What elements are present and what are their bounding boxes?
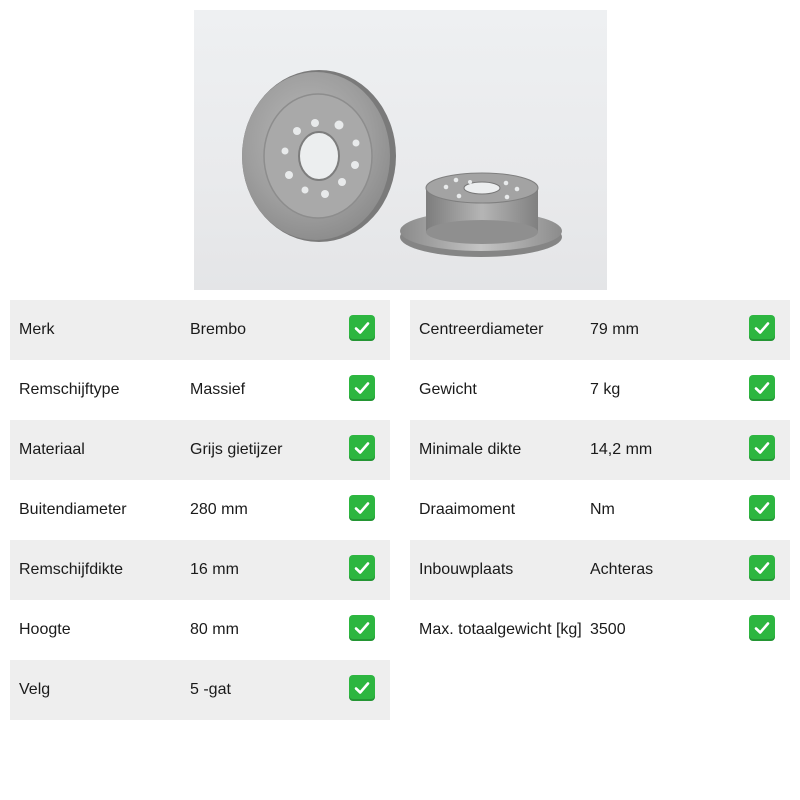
spec-label: Buitendiameter xyxy=(19,501,127,518)
check-icon xyxy=(349,555,375,581)
spec-row-max-totaalgewicht xyxy=(410,600,790,660)
spec-row-remschijftype xyxy=(10,360,390,420)
spec-label: Inbouwplaats xyxy=(419,561,514,578)
spec-value: 80 mm xyxy=(190,621,239,638)
product-image xyxy=(194,10,607,290)
check-icon xyxy=(749,435,775,461)
spec-value: 280 mm xyxy=(190,501,248,518)
spec-value: Achteras xyxy=(590,561,654,578)
spec-row-velg xyxy=(10,660,390,720)
check-icon xyxy=(749,315,775,341)
spec-value: 16 mm xyxy=(190,561,239,578)
spec-label: Minimale dikte xyxy=(419,441,522,458)
spec-label: Velg xyxy=(19,681,51,698)
spec-row-inbouwplaats xyxy=(410,540,790,600)
spec-table-left xyxy=(10,300,390,720)
spec-row-hoogte xyxy=(10,600,390,660)
spec-value: Nm xyxy=(590,501,615,518)
check-icon xyxy=(749,555,775,581)
spec-value: 79 mm xyxy=(590,321,639,338)
spec-value: 7 kg xyxy=(590,381,621,398)
spec-value: 5 -gat xyxy=(190,681,231,698)
spec-label: Gewicht xyxy=(419,381,477,398)
check-icon xyxy=(749,495,775,521)
spec-row-buitendiameter xyxy=(10,480,390,540)
brake-disc-icon xyxy=(194,10,607,290)
spec-row-centreerdiameter xyxy=(410,300,790,360)
check-icon xyxy=(749,375,775,401)
spec-label: Materiaal xyxy=(19,441,85,458)
spec-value: Massief xyxy=(190,381,246,398)
spec-row-gewicht xyxy=(410,360,790,420)
spec-label: Centreerdiameter xyxy=(419,321,544,338)
spec-label: Hoogte xyxy=(19,621,71,638)
spec-label: Remschijfdikte xyxy=(19,561,124,578)
spec-label: Draaimoment xyxy=(419,501,516,518)
spec-value: Grijs gietijzer xyxy=(190,441,283,458)
spec-table-right xyxy=(410,300,790,660)
check-icon xyxy=(349,375,375,401)
check-icon xyxy=(349,315,375,341)
spec-row-remschijfdikte xyxy=(10,540,390,600)
spec-row-minimale-dikte xyxy=(410,420,790,480)
spec-value: 3500 xyxy=(590,621,626,638)
check-icon xyxy=(349,615,375,641)
check-icon xyxy=(349,435,375,461)
spec-label: Max. totaalgewicht [kg] xyxy=(419,621,582,638)
spec-row-draaimoment xyxy=(410,480,790,540)
spec-value: Brembo xyxy=(190,321,247,338)
spec-label: Remschijftype xyxy=(19,381,120,398)
spec-label: Merk xyxy=(19,321,55,338)
spec-row-merk xyxy=(10,300,390,360)
check-icon xyxy=(749,615,775,641)
check-icon xyxy=(349,495,375,521)
check-icon xyxy=(349,675,375,701)
spec-row-materiaal xyxy=(10,420,390,480)
spec-value: 14,2 mm xyxy=(590,441,653,458)
